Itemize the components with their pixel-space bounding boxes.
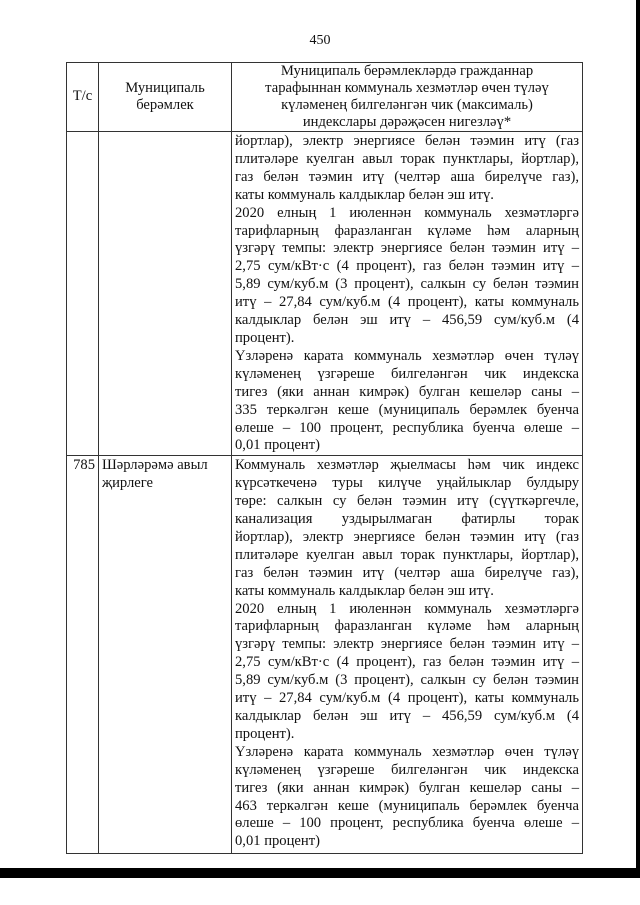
- description-line: канализация уздырылмаган фатирлы торак: [235, 511, 579, 528]
- description-line: йортлар), электр энергиясе белән тәэмин итү (газ: [235, 528, 579, 545]
- row-description: [232, 456, 583, 854]
- description-line: итү – 27,84 сум/куб.м (4 процент), каты коммуналь: [235, 690, 579, 707]
- description-line: тигез (яки аннан кимрәк) булган кешеләр саны –: [235, 779, 579, 796]
- description-line: 2020 елның 1 июленнән коммуналь хезмәтләргә: [235, 600, 579, 617]
- header-text-line: тарафыннан коммуналь хезмәтләр өчен түләү: [265, 80, 549, 96]
- description-line: өлеше – 100 процент, республика буенча өлеше –: [235, 815, 579, 832]
- description-line: үзгәрү темпы: электр энергиясе белән тәэмин итү –: [235, 240, 579, 257]
- description-line: плитәләре куелган авыл торак пунктлары, йортлар),: [235, 150, 579, 167]
- description-line: плитәләре куелган авыл торак пунктлары, йортлар),: [235, 546, 579, 563]
- header-text-line: Муниципаль берәмлекләрдә гражданнар: [280, 63, 534, 79]
- tariff-table: [66, 62, 583, 854]
- description-line: 0,01 процент): [235, 437, 320, 454]
- description-line: калдыклар белән эш итү – 456,59 сум/куб.м (4: [235, 312, 579, 329]
- description-line: күрсәткеченә туры килүче уңайлыклар булдыру: [235, 475, 579, 492]
- description-line: төре: салкын су белән тәэмин итү (сүүткәргечле,: [235, 493, 579, 510]
- table-row: [67, 132, 583, 456]
- header-num: Т/с: [67, 63, 99, 132]
- description-line: итү – 27,84 сум/куб.м (4 процент), каты коммуналь: [235, 294, 579, 311]
- description-line: 463 теркәлгән кеше (муниципаль берәмлек буенча: [235, 797, 579, 814]
- description-line: күләменең үзгәреше билгеләнгән чик индекска: [235, 365, 579, 382]
- description-line: тарифларның фаразланган күләме һәм аларның: [235, 222, 579, 239]
- description-line: тарифларның фаразланган күләме һәм аларның: [235, 618, 579, 635]
- description-line: калдыклар белән эш итү – 456,59 сум/куб.м (4: [235, 708, 579, 724]
- description-line: газ белән тәэмин итү (челтәр аша бирелүче газ),: [235, 168, 579, 185]
- description-line: каты коммуналь калдыклар белән эш итү.: [235, 186, 494, 203]
- header-text-line: күләменең билгеләнгән чик (максималь): [281, 97, 533, 113]
- scan-edge: [636, 0, 640, 868]
- table-header-row: [67, 63, 583, 132]
- description-line: Үзләренә карата коммуналь хезмәтләр өчен түләү: [235, 347, 579, 364]
- header-text-line: берәмлек: [136, 97, 194, 113]
- header-text-line: Муниципаль: [125, 80, 205, 96]
- header-description: [232, 63, 583, 132]
- description-line: күләменең үзгәреше билгеләнгән чик индекска: [235, 761, 579, 778]
- description-line: 2,75 сум/кВт·с (4 процент), газ белән тәэмин итү –: [235, 258, 579, 275]
- description-line: Коммуналь хезмәтләр җыелмасы һәм чик индекс: [235, 457, 579, 474]
- description-line: 0,01 процент): [235, 833, 320, 850]
- description-line: йортлар), электр энергиясе белән тәэмин итү (газ: [235, 133, 579, 149]
- row-description: [232, 132, 583, 456]
- header-municipality: [99, 63, 232, 132]
- description-line: Үзләренә карата коммуналь хезмәтләр өчен түләү: [235, 743, 579, 760]
- description-line: 5,89 сум/куб.м (3 процент), салкын су белән тәэмин: [235, 276, 579, 293]
- description-line: 335 теркәлгән кеше (муниципаль берәмлек буенча: [235, 401, 579, 418]
- description-line: үзгәрү темпы: электр энергиясе белән тәэмин итү –: [235, 636, 579, 653]
- table-row: [67, 456, 583, 854]
- page-number: 450: [309, 33, 331, 48]
- description-line: тигез (яки аннан кимрәк) булган кешеләр саны –: [235, 383, 579, 400]
- municipality-name-line: җирлеге: [102, 475, 154, 492]
- scan-bottom-band: [0, 868, 640, 878]
- header-text-line: индекслары дәрәҗәсен нигезләү*: [302, 114, 512, 130]
- description-line: каты коммуналь калдыклар белән эш итү.: [235, 582, 494, 599]
- description-line: процент).: [235, 725, 295, 742]
- description-line: 2020 елның 1 июленнән коммуналь хезмәтләргә: [235, 204, 579, 221]
- row-num: 785: [67, 456, 99, 854]
- row-municipality: [99, 132, 232, 456]
- row-municipality: [99, 456, 232, 854]
- description-line: процент).: [235, 329, 295, 346]
- description-line: 5,89 сум/куб.м (3 процент), салкын су белән тәэмин: [235, 672, 579, 689]
- municipality-name-line: Шәрләрәмә авыл: [102, 457, 208, 474]
- description-line: өлеше – 100 процент, республика буенча өлеше –: [235, 419, 579, 436]
- description-line: 2,75 сум/кВт·с (4 процент), газ белән тәэмин итү –: [235, 654, 579, 671]
- row-num: [67, 132, 99, 456]
- description-line: газ белән тәэмин итү (челтәр аша бирелүче газ),: [235, 564, 579, 581]
